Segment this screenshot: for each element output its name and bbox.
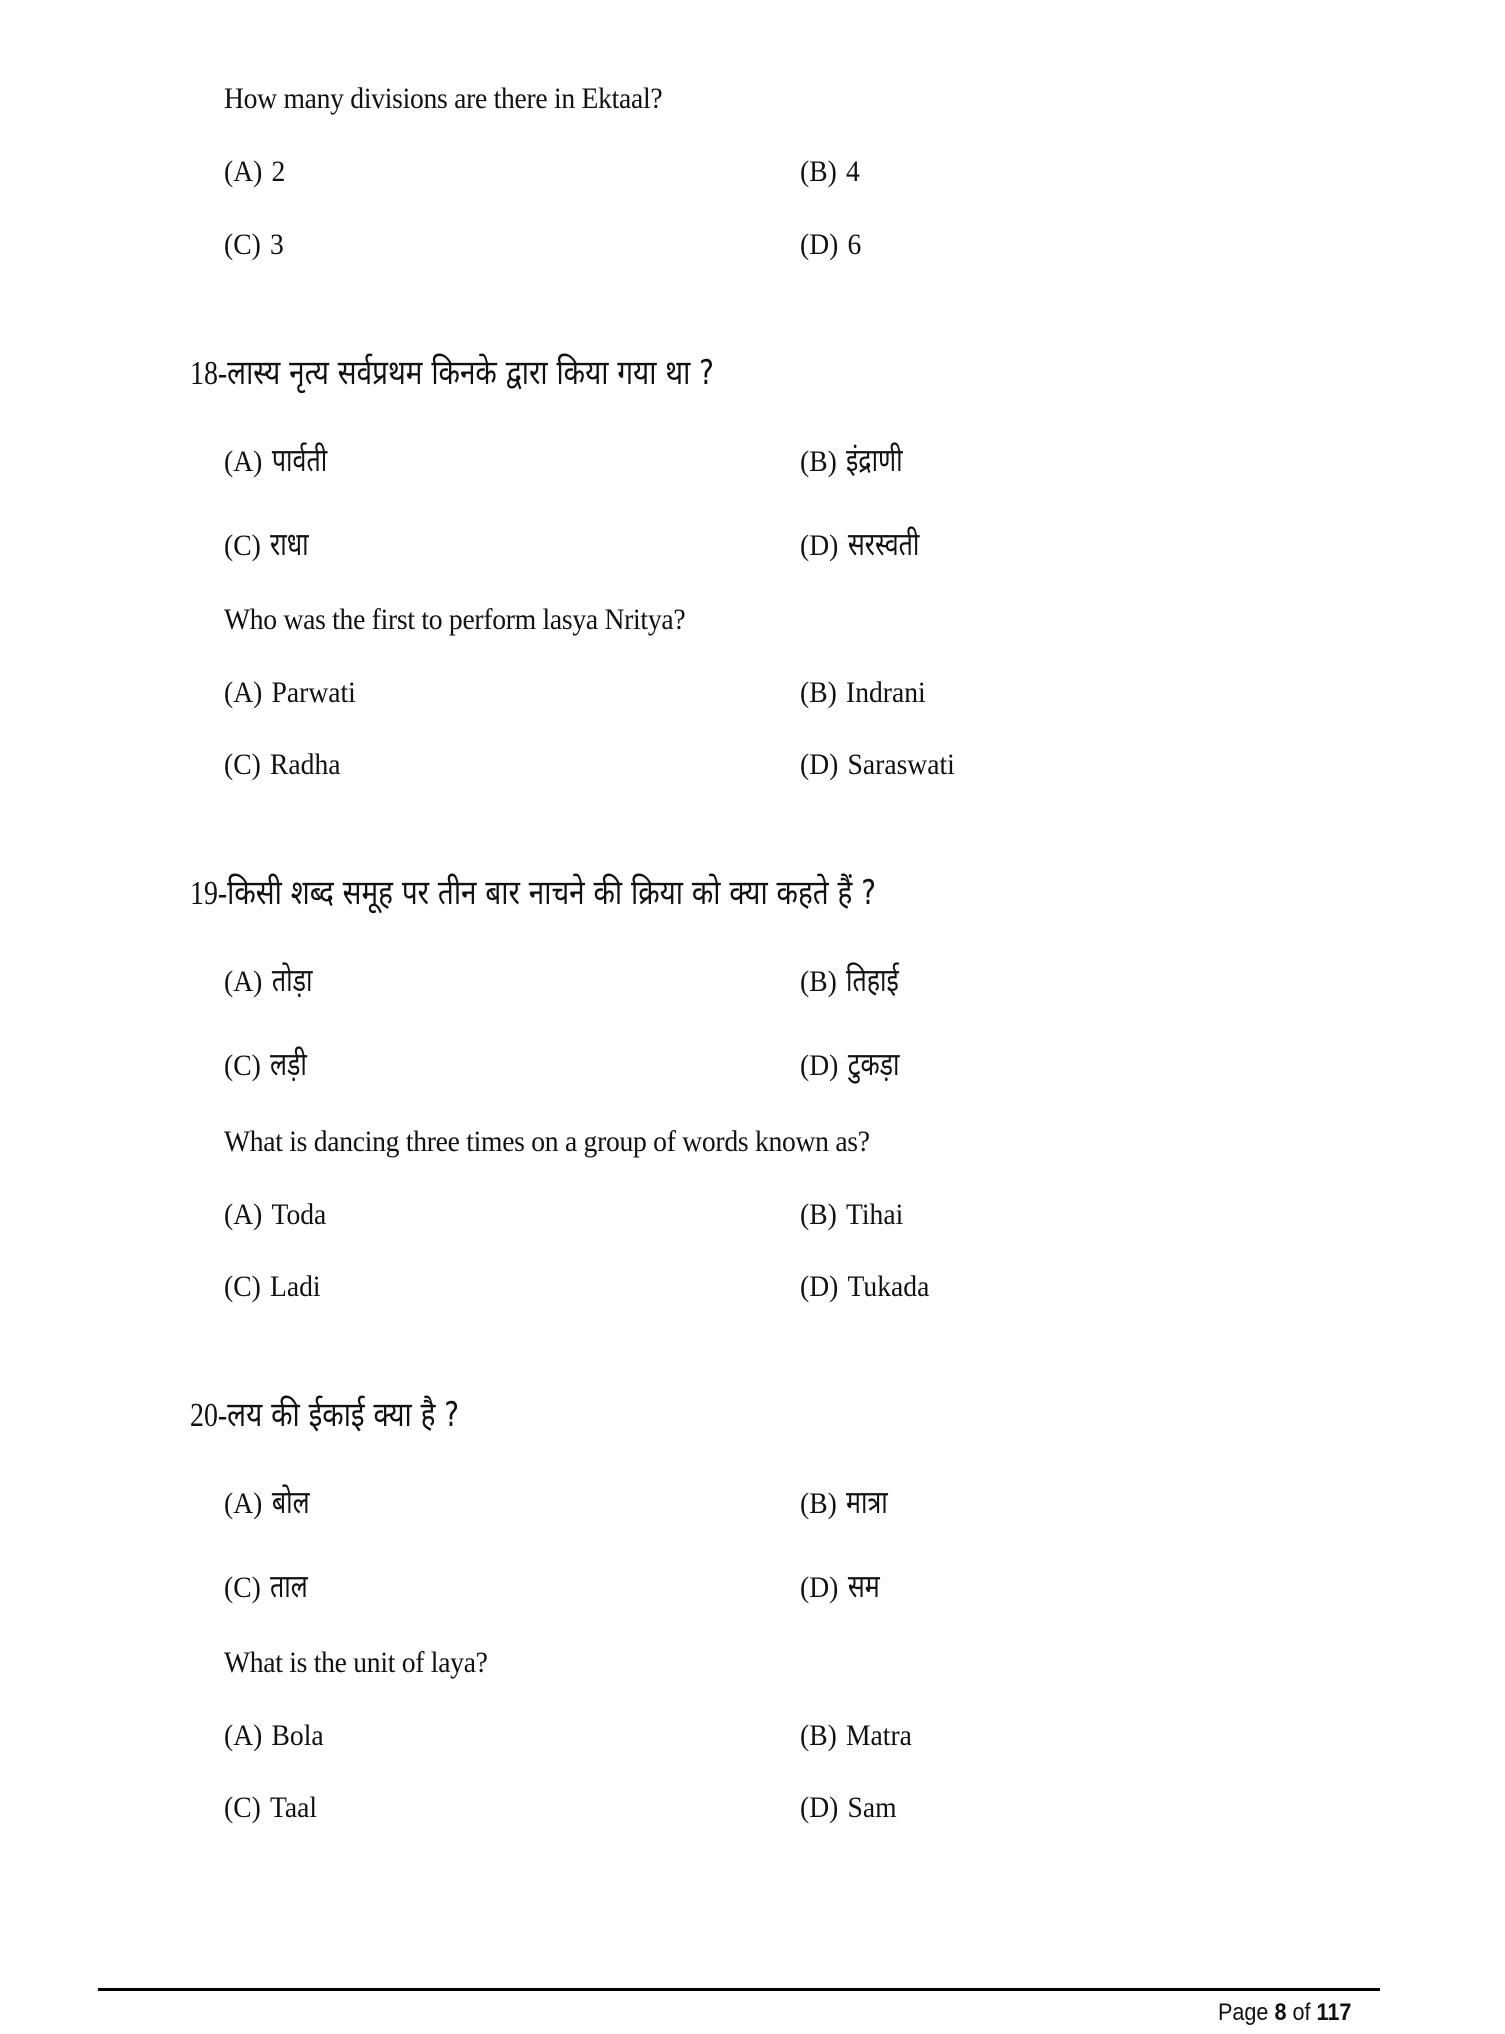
question-18-hindi: 18-लास्य नृत्य सर्वप्रथम किनके द्वारा किया गया था ?	[190, 353, 714, 393]
q19-option-a: (A) Toda	[224, 1198, 327, 1231]
q20-hindi-option-b: (B) मात्रा	[800, 1483, 888, 1521]
q19-hindi-option-d: (D) टुकड़ा	[800, 1045, 900, 1083]
q19-option-c: (C) Ladi	[224, 1270, 321, 1303]
q20-option-a: (A) Bola	[224, 1719, 324, 1752]
q17-option-b: (B) 4	[800, 155, 860, 188]
q19-hindi-option-c: (C) लड़ी	[224, 1045, 307, 1083]
q20-hindi-option-a: (A) बोल	[224, 1483, 310, 1521]
q18-option-b: (B) Indrani	[800, 676, 926, 709]
q19-hindi-option-b: (B) तिहाई	[800, 961, 899, 999]
q17-option-a: (A) 2	[224, 155, 286, 188]
q19-option-b: (B) Tihai	[800, 1198, 904, 1231]
question-20-english: What is the unit of laya?	[224, 1646, 488, 1679]
total-pages: 117	[1316, 1999, 1352, 2026]
q20-hindi-option-c: (C) ताल	[224, 1567, 308, 1605]
q18-hindi-option-c: (C) राधा	[224, 525, 309, 563]
q17-option-c: (C) 3	[224, 228, 284, 261]
current-page: 8	[1274, 1999, 1287, 2026]
question-20-hindi: 20-लय की ईकाई क्या है ?	[190, 1395, 460, 1435]
q18-hindi-option-b: (B) इंद्राणी	[800, 441, 903, 479]
footer-rule	[98, 1988, 1380, 1991]
q20-hindi-option-d: (D) सम	[800, 1567, 880, 1605]
q18-hindi-option-a: (A) पार्वती	[224, 441, 327, 479]
question-19-hindi: 19-किसी शब्द समूह पर तीन बार नाचने की क्रिया को क्या कहते हैं ?	[190, 873, 876, 913]
q20-option-b: (B) Matra	[800, 1719, 912, 1752]
q17-option-d: (D) 6	[800, 228, 862, 261]
q19-option-d: (D) Tukada	[800, 1270, 930, 1303]
question-19-english: What is dancing three times on a group of words known as?	[224, 1125, 870, 1158]
q18-hindi-option-d: (D) सरस्वती	[800, 525, 920, 563]
of-word: of	[1292, 1999, 1311, 2026]
q20-option-d: (D) Sam	[800, 1791, 897, 1824]
q18-option-c: (C) Radha	[224, 748, 341, 781]
q20-option-c: (C) Taal	[224, 1791, 318, 1824]
q19-hindi-option-a: (A) तोड़ा	[224, 961, 313, 999]
page-number	[1218, 1999, 1351, 2027]
question-18-english: Who was the first to perform lasya Nritya?	[224, 603, 686, 636]
q18-option-a: (A) Parwati	[224, 676, 356, 709]
question-17-english: How many divisions are there in Ektaal?	[224, 82, 663, 115]
q18-option-d: (D) Saraswati	[800, 748, 955, 781]
page-word: Page	[1218, 1999, 1269, 2026]
